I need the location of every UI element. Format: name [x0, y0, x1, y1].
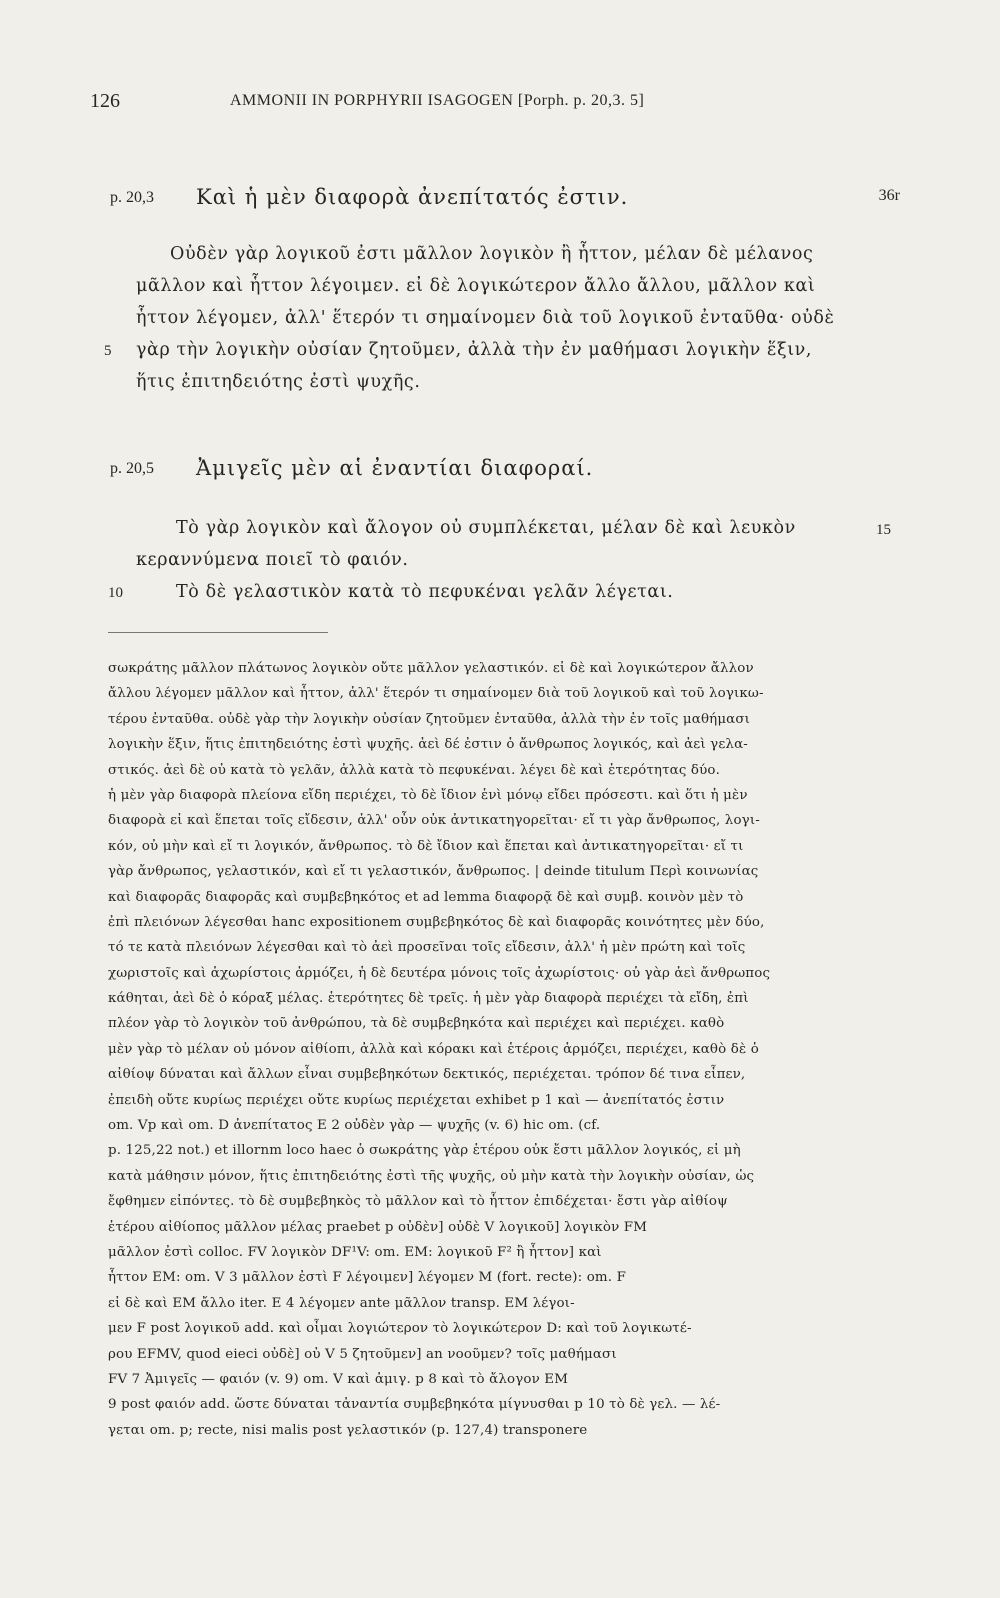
main-text-line: Οὐδὲν γὰρ λογικοῦ ἐστι μᾶλλον λογικὸν ἢ ἧττον, μέλαν δὲ μέλανος: [170, 244, 814, 264]
apparatus-line: διαφορὰ εἰ καὶ ἕπεται τοῖς εἴδεσιν, ἀλλ' οὖν οὐκ ἀντικατηγορεῖται· εἴ τι γὰρ ἄνθρωπος, λογι-: [108, 813, 760, 829]
apparatus-line: ἐπὶ πλειόνων λέγεσθαι hanc expositionem συμβεβηκότος δὲ καὶ διαφορᾶς κοινότητες μὲν δύο,: [108, 914, 765, 930]
apparatus-line: ἐπειδὴ οὔτε κυρίως περιέχει οὔτε κυρίως περιέχεται exhibet p 1 καὶ — ἀνεπίτατός ἐστιν: [108, 1092, 725, 1108]
apparatus-line: αἰθίοψ δύναται καὶ ἄλλων εἶναι συμβεβηκότων δεκτικός, περιέχεται. τρόπον δέ τινα εἶπεν,: [108, 1067, 746, 1083]
main-text-line: ἥτις ἐπιτηδειότης ἐστὶ ψυχῆς.: [136, 372, 421, 392]
apparatus-line: λογικὴν ἕξιν, ἥτις ἐπιτηδειότης ἐστὶ ψυχῆς. ἀεὶ δέ ἐστιν ὁ ἄνθρωπος λογικός, καὶ ἀεὶ γελα-: [108, 737, 748, 753]
main-text-line: κεραννύμενα ποιεῖ τὸ φαιόν.: [136, 550, 409, 570]
apparatus-line: σωκράτης μᾶλλον πλάτωνος λογικὸν οὔτε μᾶλλον γελαστικόν. εἰ δὲ καὶ λογικώτερον ἄλλον: [108, 661, 754, 676]
apparatus-line: ἡ μὲν γὰρ διαφορὰ πλείονα εἴδη περιέχει, τὸ δὲ ἴδιον ἑνὶ μόνῳ εἴδει πρόσεστι. καὶ ὅτι ἡ μὲν: [108, 787, 748, 803]
lemma-reference: p. 20,3: [110, 189, 154, 206]
main-text-line: γὰρ τὴν λογικὴν οὐσίαν ζητοῦμεν, ἀλλὰ τὴν ἐν μαθήμασι λογικὴν ἕξιν,: [136, 340, 813, 360]
apparatus-line: FV 7 Ἀμιγεῖς — φαιόν (v. 9) om. V καὶ ἀμιγ. p 8 καὶ τὸ ἄλογον EM: [108, 1371, 569, 1387]
apparatus-line: μεν F post λογικοῦ add. καὶ οἶμαι λογιώτερον τὸ λογικώτερον D: καὶ τοῦ λογικωτέ-: [108, 1321, 692, 1337]
apparatus-line: γεται om. p; recte, nisi malis post γελαστικόν (p. 127,4) transponere: [108, 1422, 588, 1438]
line-number: 5: [104, 343, 112, 359]
margin-reference: 15: [876, 522, 891, 538]
apparatus-line: στικός. ἀεὶ δὲ οὐ κατὰ τὸ γελᾶν, ἀλλὰ κατὰ τὸ πεφυκέναι. λέγει δὲ καὶ ἑτερότητας δύο.: [108, 762, 720, 778]
apparatus-line: ρου EFMV, quod eieci οὐδὲ] οὐ V 5 ζητοῦμεν] an νοοῦμεν? τοῖς μαθήμασι: [108, 1346, 617, 1362]
line-number: 10: [108, 585, 123, 601]
apparatus-line: γὰρ ἄνθρωπος, γελαστικόν, καὶ εἴ τι γελαστικόν, ἄνθρωπος. | deinde titulum Περὶ κοινωνίας: [108, 864, 759, 880]
apparatus-line: 9 post φαιόν add. ὥστε δύναται τἀναντία συμβεβηκότα μίγνυσθαι p 10 τὸ δὲ γελ. — λέ-: [108, 1397, 721, 1413]
apparatus-line: κάθηται, ἀεὶ δὲ ὁ κόραξ μέλας. ἑτερότητες δὲ τρεῖς. ἡ μὲν γὰρ διαφορὰ περιέχει τὰ εἴδη, ἐπὶ: [108, 991, 749, 1007]
critical-apparatus: [108, 656, 898, 1443]
apparatus-line: μᾶλλον ἐστὶ colloc. FV λογικὸν DF¹V: om. EM: λογικοῦ F² ἢ ἧττον] καὶ: [108, 1244, 602, 1260]
apparatus-line: χωριστοῖς καὶ ἀχωρίστοις ἁρμόζει, ἡ δὲ δευτέρα μόνοις τοῖς ἀχωρίστοις· οὐ γὰρ ἀεὶ ἄνθρωπος: [108, 965, 771, 981]
apparatus-line: ἑτέρου αἰθίοπος μᾶλλον μέλας praebet p οὐδὲν] οὐδὲ V λογικοῦ] λογικὸν FM: [108, 1219, 648, 1235]
apparatus-line: μὲν γὰρ τὸ μέλαν οὐ μόνον αἰθίοπι, ἀλλὰ καὶ κόρακι καὶ ἑτέροις ἁρμόζει, περιέχει, καθὸ δὲ ὁ: [108, 1041, 759, 1057]
footnote-separator: [108, 632, 328, 633]
apparatus-line: ἧττον EM: om. V 3 μᾶλλον ἐστὶ F λέγοιμεν] λέγομεν M (fort. recte): om. F: [108, 1270, 627, 1286]
page-header: [90, 90, 910, 120]
lemma-text: Καὶ ἡ μὲν διαφορὰ ἀνεπίτατός ἐστιν.: [196, 185, 629, 209]
apparatus-line: κατὰ μάθησιν μόνον, ἥτις ἐπιτηδειότης ἐστὶ τῆς ψυχῆς, οὐ μὴν κατὰ τὴν λογικὴν οὐσίαν, ὡς: [108, 1168, 755, 1184]
apparatus-line: ἔφθημεν εἰπόντες. τὸ δὲ συμβεβηκὸς τὸ μᾶλλον καὶ τὸ ἧττον ἐπιδέχεται· ἔστι γὰρ αἰθίοψ: [108, 1194, 728, 1210]
lemma-text: Ἀμιγεῖς μὲν αἱ ἐναντίαι διαφοραί.: [196, 456, 594, 480]
apparatus-line: εἰ δὲ καὶ EM ἄλλο iter. E 4 λέγομεν ante μᾶλλον transp. EM λέγοι-: [108, 1295, 575, 1311]
folio-mark: 36r: [878, 187, 900, 204]
apparatus-line: κόν, οὐ μὴν καὶ εἴ τι λογικόν, ἄνθρωπος. τὸ δὲ ἴδιον καὶ ἕπεται καὶ ἀντικατηγορεῖται· εἴ τι: [108, 838, 744, 854]
apparatus-line: ἄλλου λέγομεν μᾶλλον καὶ ἧττον, ἀλλ' ἕτερόν τι σημαίνομεν διὰ τοῦ λογικοῦ καὶ τοῦ λογικω-: [108, 686, 764, 702]
apparatus-line: πλέον γὰρ τὸ λογικὸν τοῦ ἀνθρώπου, τὰ δὲ συμβεβηκότα καὶ περιέχει καὶ περιέχει. καθὸ: [108, 1016, 725, 1032]
lemma-heading-1: [110, 185, 900, 215]
apparatus-line: τό τε κατὰ πλειόνων λέγεσθαι καὶ τὸ ἀεὶ προσεῖναι τοῖς εἴδεσιν, ἀλλ' ἡ μὲν πρώτη καὶ τοῖς: [108, 940, 746, 956]
lemma-heading-2: [110, 456, 900, 486]
running-head: AMMONII IN PORPHYRII ISAGOGEN [Porph. p. 20,3. 5]: [230, 92, 645, 109]
apparatus-line: καὶ διαφορᾶς διαφορᾶς καὶ συμβεβηκότος et ad lemma διαφορᾷ δὲ καὶ συμβ. κοινὸν μὲν τὸ: [108, 889, 744, 905]
main-text-line: μᾶλλον καὶ ἧττον λέγοιμεν. εἰ δὲ λογικώτερον ἄλλο ἄλλου, μᾶλλον καὶ: [136, 276, 816, 296]
main-text-line: Τὸ δὲ γελαστικὸν κατὰ τὸ πεφυκέναι γελᾶν λέγεται.: [176, 582, 674, 602]
lemma-reference: p. 20,5: [110, 460, 154, 477]
apparatus-line: τέρου ἐνταῦθα. οὐδὲ γὰρ τὴν λογικὴν οὐσίαν ζητοῦμεν ἐνταῦθα, ἀλλὰ τὴν ἐν τοῖς μαθήμασι: [108, 711, 751, 727]
main-text-line: ἧττον λέγομεν, ἀλλ' ἕτερόν τι σημαίνομεν διὰ τοῦ λογικοῦ ἐνταῦθα· οὐδὲ: [136, 308, 835, 328]
apparatus-line: p. 125,22 not.) et illornm loco haec ὁ σωκράτης γὰρ ἑτέρου οὐκ ἔστι μᾶλλον λογικός, εἰ μὴ: [108, 1143, 741, 1159]
apparatus-line: om. Vp καὶ om. D ἀνεπίτατος E 2 οὐδὲν γὰρ — ψυχῆς (v. 6) hic om. (cf.: [108, 1118, 601, 1134]
main-text-line: Τὸ γὰρ λογικὸν καὶ ἄλογον οὐ συμπλέκεται, μέλαν δὲ καὶ λευκὸν: [176, 518, 796, 538]
page-number: 126: [90, 90, 120, 112]
